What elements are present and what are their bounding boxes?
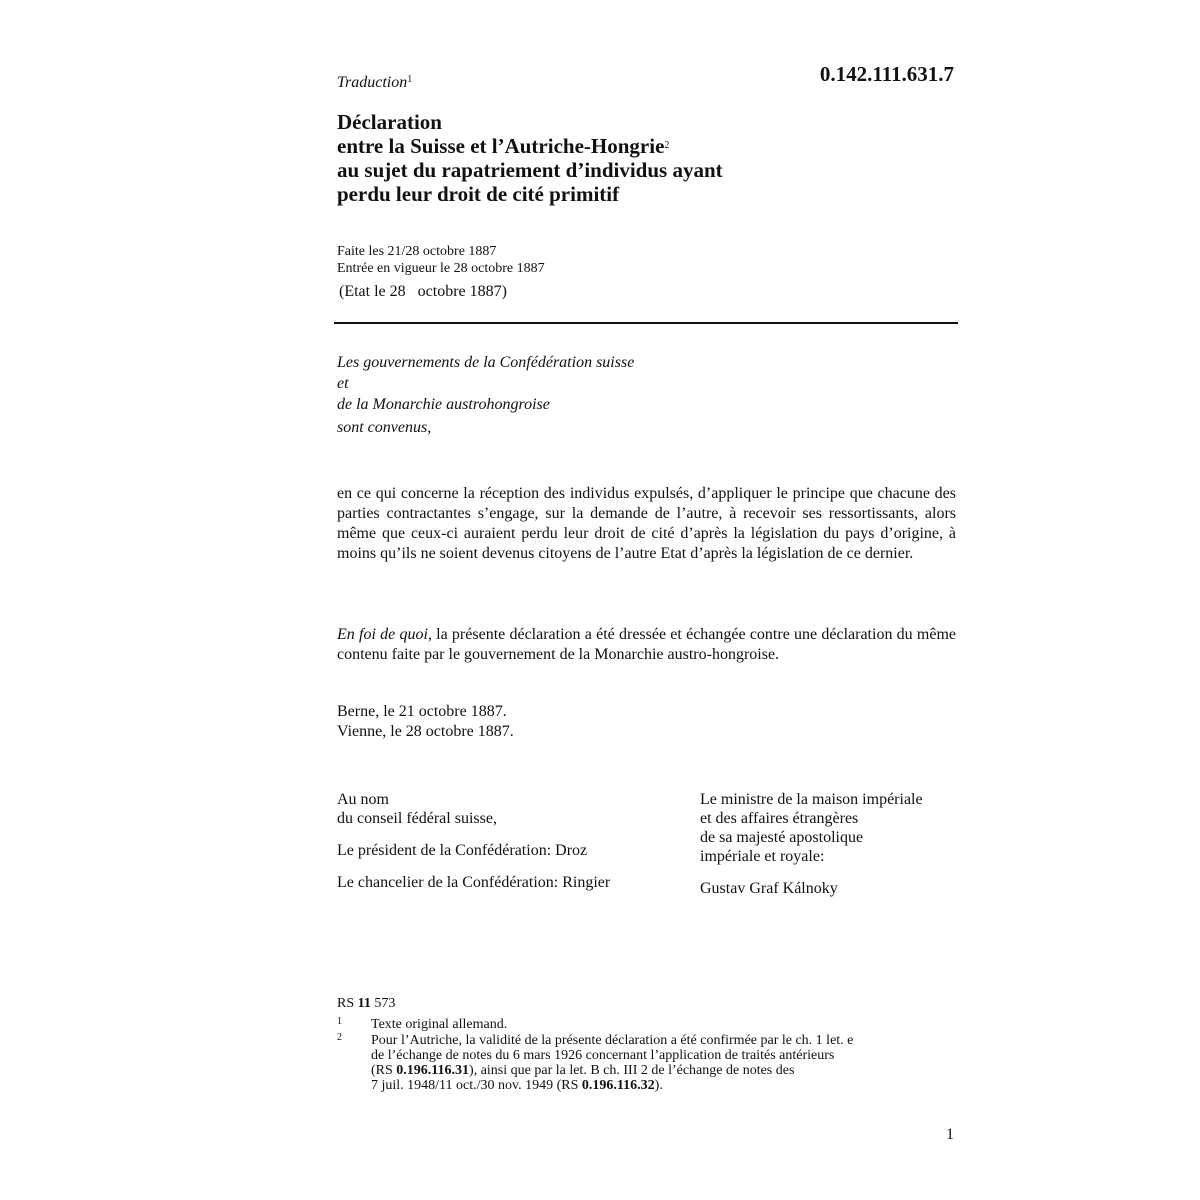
rs-link-0-196-116-32[interactable]: 0.196.116.32	[581, 1078, 655, 1093]
footnote-1-text: Texte original allemand.	[371, 1017, 508, 1032]
signature-austria	[700, 790, 923, 898]
rs-reference: RS 11 573	[337, 996, 396, 1011]
header-divider	[334, 322, 958, 324]
parties-line-4: sont convenus,	[337, 419, 432, 436]
sign-right-line-1: Le ministre de la maison impériale	[700, 791, 923, 808]
sign-president: Le président de la Confédération: Droz	[337, 842, 588, 859]
body-paragraph-2	[337, 625, 956, 665]
parties-line-2: et	[337, 375, 349, 392]
sign-left-line-1: Au nom	[337, 791, 389, 808]
sign-right-line-3: de sa majesté apostolique	[700, 829, 864, 846]
title-line-1: Déclaration	[337, 110, 442, 134]
paragraph-2-text: la présente déclaration a été dressée et échangée contre une déclaration du même contenu faite par le gouvernement de la Monarchie austro-hongroise.	[337, 626, 956, 663]
sign-minister-name: Gustav Graf Kálnoky	[700, 880, 838, 897]
footnote-ref-2[interactable]: 2	[664, 140, 670, 151]
date-made: Faite les 21/28 octobre 1887	[337, 244, 497, 259]
page-number: 1	[946, 1126, 954, 1143]
title-line-3: au sujet du rapatriement d’individus ayant	[337, 158, 723, 182]
sign-left-line-2: du conseil fédéral suisse,	[337, 810, 497, 827]
parties-line-1: Les gouvernements de la Confédération suisse	[337, 354, 635, 371]
footnote-1-number: 1	[337, 1016, 342, 1027]
parties-line-3: de la Monarchie austrohongroise	[337, 396, 550, 413]
sign-right-line-4: impériale et royale:	[700, 848, 825, 865]
document-meta	[337, 243, 545, 277]
place-bern: Berne, le 21 octobre 1887.	[337, 703, 507, 720]
sign-right-line-2: et des affaires étrangères	[700, 810, 859, 827]
paragraph-2-intro: En foi de quoi,	[337, 626, 432, 643]
date-in-force: Entrée en vigueur le 28 octobre 1887	[337, 261, 545, 276]
place-vienna: Vienne, le 28 octobre 1887.	[337, 723, 514, 740]
translation-text: Traduction	[337, 74, 408, 91]
signature-swiss	[337, 790, 610, 892]
sign-chancellor: Le chancelier de la Confédération: Ringier	[337, 874, 611, 891]
document-title	[337, 110, 957, 206]
place-dates	[337, 702, 514, 742]
footnote-2-text: Pour l’Autriche, la validité de la présente déclaration a été confirmée par le ch. 1 let. e de l’échange de notes du 6 mars 1926 concernant l’application de traités antérieurs (RS 0.196.116.31), ainsi que par la let. B ch. III 2 de l’échange de notes des 7 juil. 1948/11 oct./30 nov. 1949 (RS 0.196.116.32).	[371, 1033, 854, 1093]
title-line-2: entre la Suisse et l’Autriche-Hongrie$^2$	[337, 134, 670, 158]
footnote-ref-1[interactable]: 1	[407, 74, 413, 85]
contracting-parties	[337, 352, 634, 438]
sr-number: 0.142.111.631.7	[819, 62, 954, 86]
body-paragraph-1: en ce qui concerne la réception des individus expulsés, d’appliquer le principe que chacune des parties contractantes s’engage, sur la demande de l’autre, à recevoir ses ressortissants, alors même que ceux-ci auraient perdu leur droit de cité d’après la législation du pays d’origine, à moins qu’ils ne soient devenus citoyens de l’autre Etat d’après la législation de ce dernier.	[337, 485, 956, 562]
translation-label	[337, 74, 412, 92]
status-date: (Etat le 28 octobre 1887)	[339, 283, 507, 300]
footnote-2-number: 2	[337, 1032, 342, 1043]
title-line-4: perdu leur droit de cité primitif	[337, 182, 620, 206]
rs-link-0-196-116-31[interactable]: 0.196.116.31	[396, 1063, 470, 1078]
